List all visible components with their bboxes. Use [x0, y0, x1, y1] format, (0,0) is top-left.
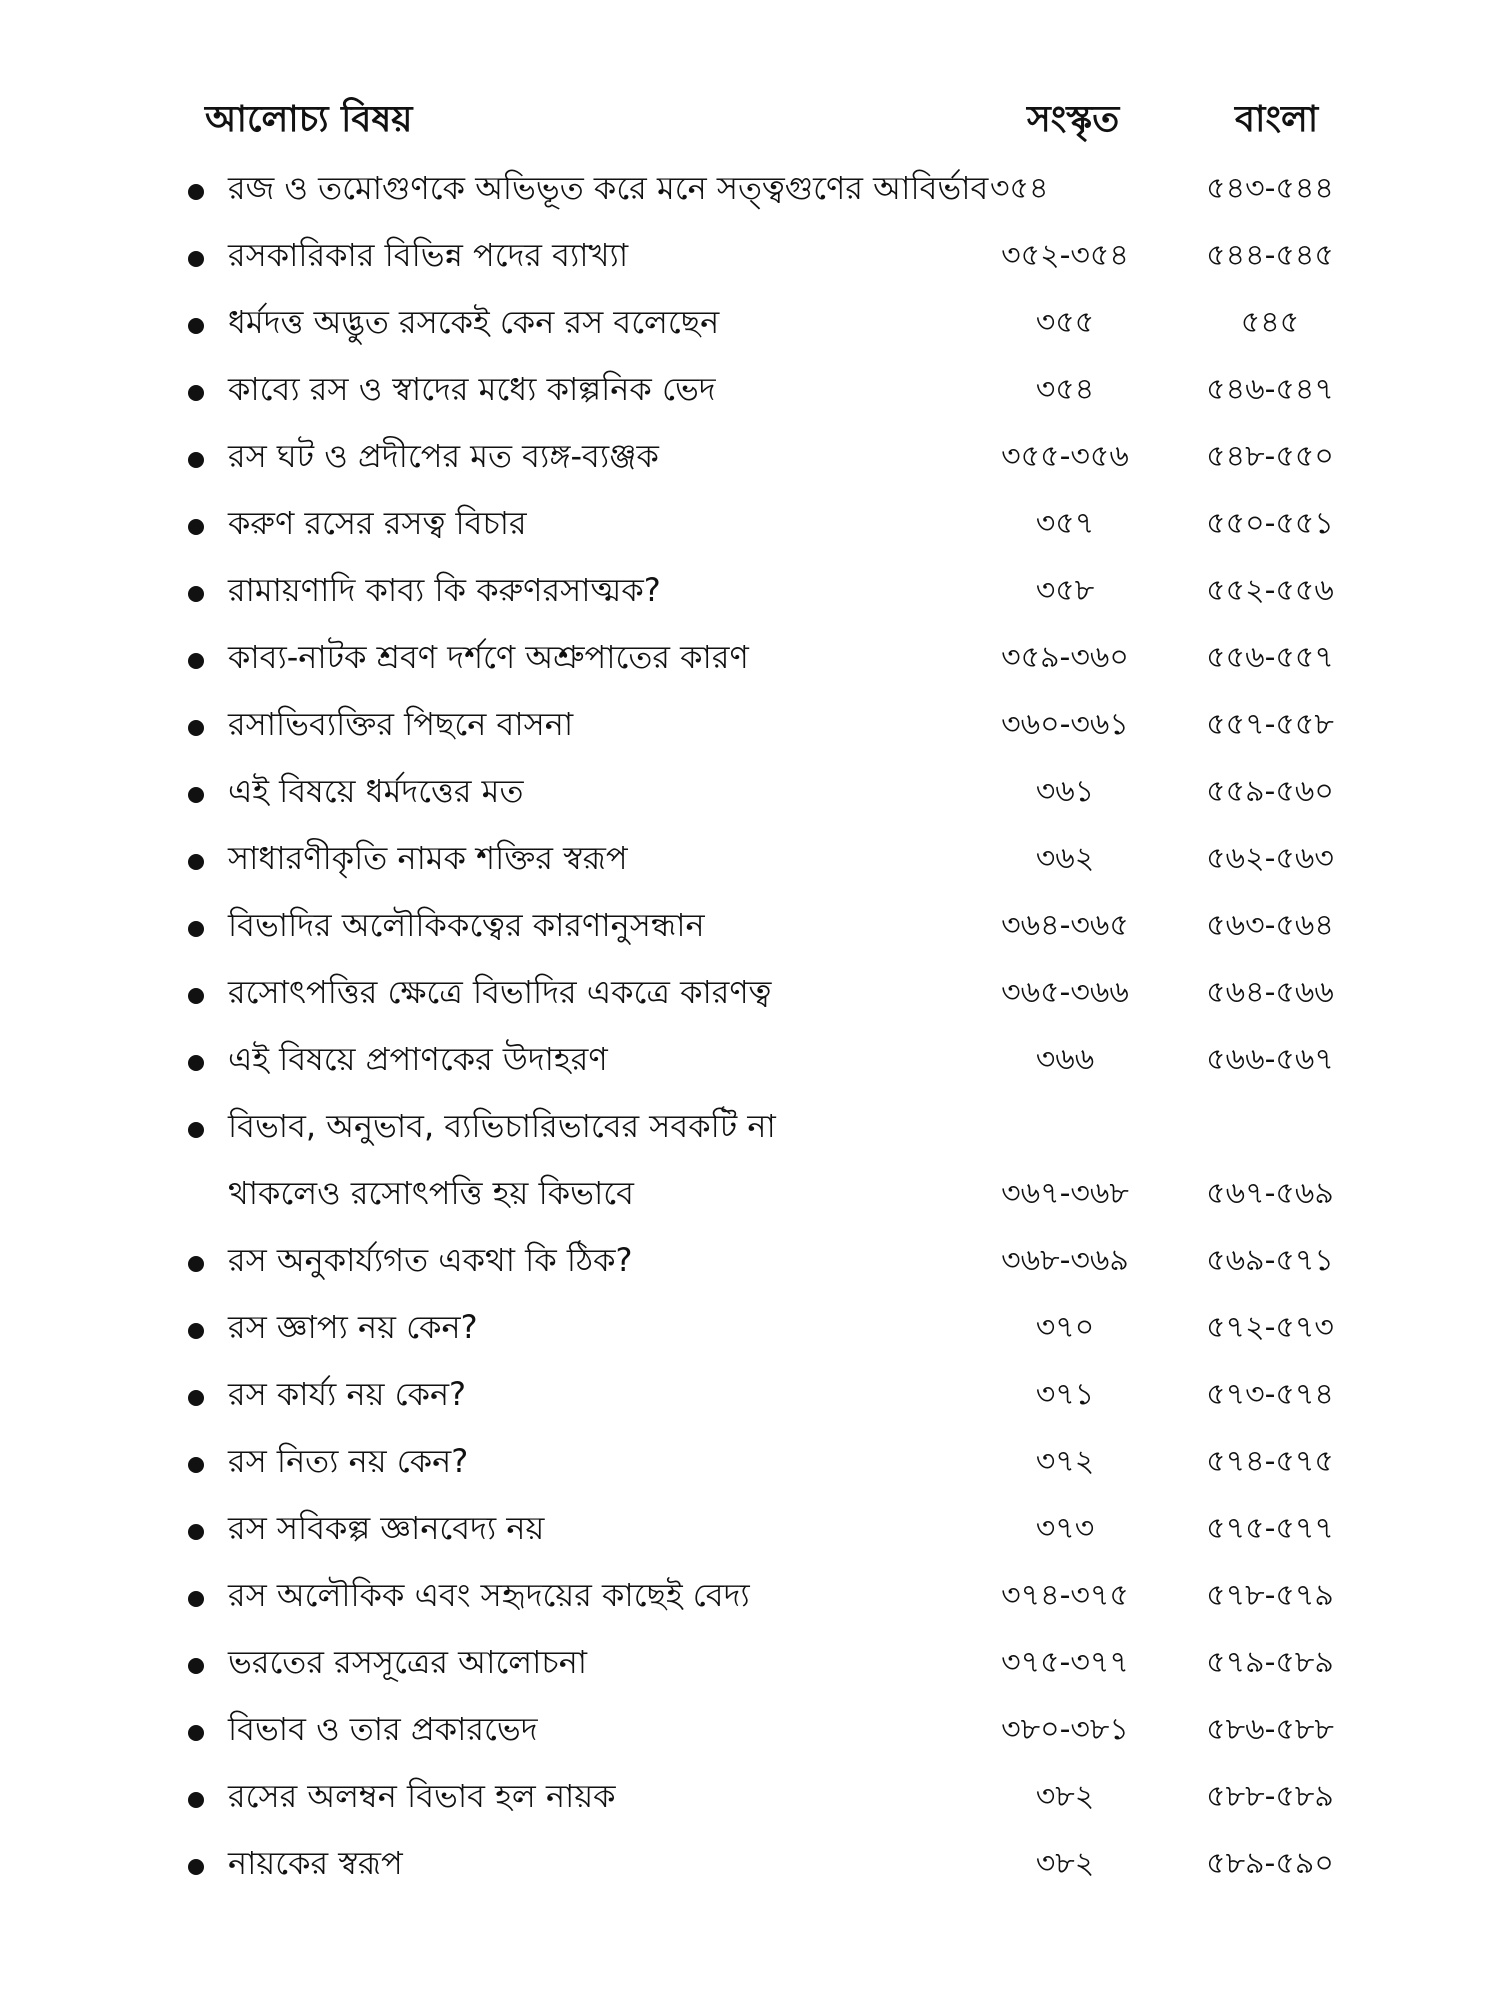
bullet-icon: [188, 1792, 204, 1808]
bullet-icon: [188, 1524, 204, 1540]
sanskrit-page-ref: ৩৬৪-৩৬৫: [1001, 908, 1129, 943]
sanskrit-page-ref: ৩৬৫-৩৬৬: [1001, 975, 1129, 1010]
topic-text: ভরতের রসসূত্রের আলোচনা: [228, 1643, 588, 1681]
bangla-page-ref: ৫৪৪-৫৪৫: [1206, 238, 1334, 273]
bullet-icon: [188, 318, 204, 334]
list-item: [180, 825, 1370, 892]
bullet-icon: [188, 519, 204, 535]
bangla-page-ref: ৫৬৯-৫৭১: [1206, 1243, 1334, 1278]
sanskrit-page-ref: ৩৭৩: [1035, 1511, 1095, 1546]
list-item: [180, 490, 1370, 557]
topic-text: রসের অলম্বন বিভাব হল নায়ক: [228, 1777, 616, 1815]
bangla-page-ref: ৫৭৮-৫৭৯: [1206, 1578, 1334, 1613]
list-item: [180, 356, 1370, 423]
header-topic: আলোচ্য বিষয়: [205, 99, 413, 140]
topic-text: রামায়ণাদি কাব্য কি করুণরসাত্মক?: [228, 571, 661, 609]
bangla-page-ref: ৫৭৩-৫৭৪: [1206, 1377, 1334, 1412]
list-item: [180, 1696, 1370, 1763]
bangla-page-ref: ৫৪৩-৫৪৪: [1206, 171, 1334, 206]
bangla-page-ref: ৫৮৬-৫৮৮: [1206, 1712, 1334, 1747]
bangla-page-ref: ৫৬৩-৫৬৪: [1206, 908, 1334, 943]
sanskrit-page-ref: ৩৮০-৩৮১: [1001, 1712, 1129, 1747]
bangla-page-ref: ৫৬২-৫৬৩: [1206, 841, 1334, 876]
sanskrit-page-ref: ৩৭০: [1035, 1310, 1095, 1345]
list-item: [180, 1562, 1370, 1629]
bangla-page-ref: ৫৫২-৫৫৬: [1206, 573, 1334, 608]
bullet-icon: [188, 1323, 204, 1339]
bangla-page-ref: ৫৬৬-৫৬৭: [1206, 1042, 1334, 1077]
topic-text: রস অনুকার্য্যগত একথা কি ঠিক?: [228, 1241, 633, 1279]
topic-text: বিভাব ও তার প্রকারভেদ: [228, 1710, 538, 1748]
topic-text: ধর্মদত্ত অদ্ভুত রসকেই কেন রস বলেছেন: [228, 303, 720, 341]
sanskrit-page-ref: ৩৫৫-৩৫৬: [1001, 439, 1129, 474]
topic-text: রসাভিব্যক্তির পিছনে বাসনা: [228, 705, 574, 743]
list-item: [180, 1227, 1370, 1294]
list-item: [180, 1830, 1370, 1897]
topic-text: রস অলৌকিক এবং সহৃদয়ের কাছেই বেদ্য: [228, 1576, 750, 1614]
sanskrit-page-ref: ৩৬১: [1035, 774, 1095, 809]
bullet-icon: [188, 385, 204, 401]
bullet-icon: [188, 921, 204, 937]
list-item: [180, 155, 1370, 222]
header-sanskrit: সংস্কৃত: [1027, 99, 1120, 140]
bullet-icon: [188, 1859, 204, 1875]
list-item: [180, 624, 1370, 691]
contents-list: [180, 155, 1370, 1897]
bullet-icon: [188, 720, 204, 736]
sanskrit-page-ref: ৩৫৯-৩৬০: [1001, 640, 1129, 675]
bullet-icon: [188, 653, 204, 669]
sanskrit-page-ref: ৩৫৪: [1035, 372, 1095, 407]
sanskrit-page-ref: ৩৫২-৩৫৪: [1001, 238, 1129, 273]
sanskrit-page-ref: ৩৫৭: [1035, 506, 1095, 541]
bangla-page-ref: ৫৪৬-৫৪৭: [1206, 372, 1334, 407]
bangla-page-ref: ৫৮৯-৫৯০: [1206, 1846, 1334, 1881]
sanskrit-page-ref: ৩৫৪: [990, 171, 1049, 206]
bangla-page-ref: ৫৬৪-৫৬৬: [1206, 975, 1334, 1010]
sanskrit-page-ref: ৩৭১: [1035, 1377, 1095, 1412]
topic-text: করুণ রসের রসত্ব বিচার: [228, 504, 527, 542]
bullet-icon: [188, 1725, 204, 1741]
bangla-page-ref: ৫৪৫: [1240, 305, 1300, 340]
topic-text: রস জ্ঞাপ্য নয় কেন?: [228, 1308, 478, 1346]
sanskrit-page-ref: ৩৬২: [1035, 841, 1095, 876]
list-item: [180, 1026, 1370, 1093]
topic-text: কাব্যে রস ও স্বাদের মধ্যে কাল্পনিক ভেদ: [228, 370, 716, 408]
sanskrit-page-ref: ৩৭২: [1035, 1444, 1095, 1479]
header-bangla: বাংলা: [1235, 99, 1319, 140]
table-header: [205, 92, 1355, 152]
topic-text: রস নিত্য নয় কেন?: [228, 1442, 469, 1480]
bangla-page-ref: ৫৭৯-৫৮৯: [1206, 1645, 1334, 1680]
bangla-page-ref: ৫৬৭-৫৬৯: [1206, 1176, 1334, 1211]
topic-text: রসকারিকার বিভিন্ন পদের ব্যাখ্যা: [228, 236, 629, 274]
bangla-page-ref: ৫৫৬-৫৫৭: [1206, 640, 1334, 675]
bangla-page-ref: ৫৫৭-৫৫৮: [1206, 707, 1334, 742]
bangla-page-ref: ৫৫৯-৫৬০: [1206, 774, 1334, 809]
list-item: [180, 758, 1370, 825]
topic-text: বিভাদির অলৌকিকত্বের কারণানুসন্ধান: [228, 906, 705, 944]
list-item: [180, 1361, 1370, 1428]
list-item: [180, 1763, 1370, 1830]
list-item: [180, 691, 1370, 758]
list-item: [180, 1294, 1370, 1361]
topic-text: কাব্য-নাটক শ্রবণ দর্শণে অশ্রুপাতের কারণ: [228, 638, 749, 676]
bangla-page-ref: ৫৭৫-৫৭৭: [1206, 1511, 1334, 1546]
sanskrit-page-ref: ৩৬০-৩৬১: [1001, 707, 1129, 742]
sanskrit-page-ref: ৩৭৪-৩৭৫: [1001, 1578, 1129, 1613]
bangla-page-ref: ৫৫০-৫৫১: [1206, 506, 1334, 541]
bullet-icon: [188, 787, 204, 803]
topic-text: রস সবিকল্প জ্ঞানবেদ্য নয়: [228, 1509, 545, 1547]
list-item: [180, 423, 1370, 490]
bangla-page-ref: ৫৪৮-৫৫০: [1206, 439, 1334, 474]
sanskrit-page-ref: ৩৮২: [1035, 1846, 1095, 1881]
list-item: [180, 1495, 1370, 1562]
list-item: [180, 1629, 1370, 1696]
bullet-icon: [188, 452, 204, 468]
sanskrit-page-ref: ৩৮২: [1035, 1779, 1095, 1814]
bangla-page-ref: ৫৭৪-৫৭৫: [1206, 1444, 1334, 1479]
topic-text: বিভাব, অনুভাব, ব্যভিচারিভাবের সবকটি না: [228, 1107, 776, 1145]
bullet-icon: [188, 988, 204, 1004]
bullet-icon: [188, 586, 204, 602]
bullet-icon: [188, 1390, 204, 1406]
topic-text: রসোৎপত্তির ক্ষেত্রে বিভাদির একত্রে কারণত্ব: [228, 973, 772, 1011]
list-item: [180, 959, 1370, 1026]
list-item: [180, 892, 1370, 959]
bullet-icon: [188, 1256, 204, 1272]
topic-text: এই বিষয়ে প্রপাণকের উদাহরণ: [228, 1040, 608, 1078]
bangla-page-ref: ৫৭২-৫৭৩: [1206, 1310, 1334, 1345]
topic-text: এই বিষয়ে ধর্মদত্তের মত: [228, 772, 524, 810]
sanskrit-page-ref: ৩৫৮: [1035, 573, 1095, 608]
bullet-icon: [188, 1055, 204, 1071]
sanskrit-page-ref: ৩৬৭-৩৬৮: [1001, 1176, 1129, 1211]
list-item: [180, 222, 1370, 289]
bullet-icon: [188, 1457, 204, 1473]
bullet-icon: [188, 1591, 204, 1607]
sanskrit-page-ref: ৩৭৫-৩৭৭: [1001, 1645, 1129, 1680]
bullet-icon: [188, 1658, 204, 1674]
bullet-icon: [188, 854, 204, 870]
list-item: [180, 289, 1370, 356]
topic-text: রস কার্য্য নয় কেন?: [228, 1375, 467, 1413]
topic-text: রস ঘট ও প্রদীপের মত ব্যঙ্গ-ব্যঞ্জক: [228, 437, 659, 475]
list-item: [180, 1093, 1370, 1227]
bullet-icon: [188, 251, 204, 267]
sanskrit-page-ref: ৩৬৬: [1035, 1042, 1095, 1077]
topic-text-continued: থাকলেও রসোৎপত্তি হয় কিভাবে: [228, 1174, 634, 1212]
bullet-icon: [188, 184, 204, 200]
list-item: [180, 1428, 1370, 1495]
list-item: [180, 557, 1370, 624]
topic-text: সাধারণীকৃতি নামক শক্তির স্বরূপ: [228, 839, 628, 877]
sanskrit-page-ref: ৩৬৮-৩৬৯: [1001, 1243, 1129, 1278]
sanskrit-page-ref: ৩৫৫: [1035, 305, 1095, 340]
bullet-icon: [188, 1122, 204, 1138]
topic-text: নায়কের স্বরূপ: [228, 1844, 403, 1882]
topic-text: রজ ও তমোগুণকে অভিভূত করে মনে সত্ত্বগুণের আবির্ভাব: [228, 169, 989, 207]
bangla-page-ref: ৫৮৮-৫৮৯: [1206, 1779, 1334, 1814]
